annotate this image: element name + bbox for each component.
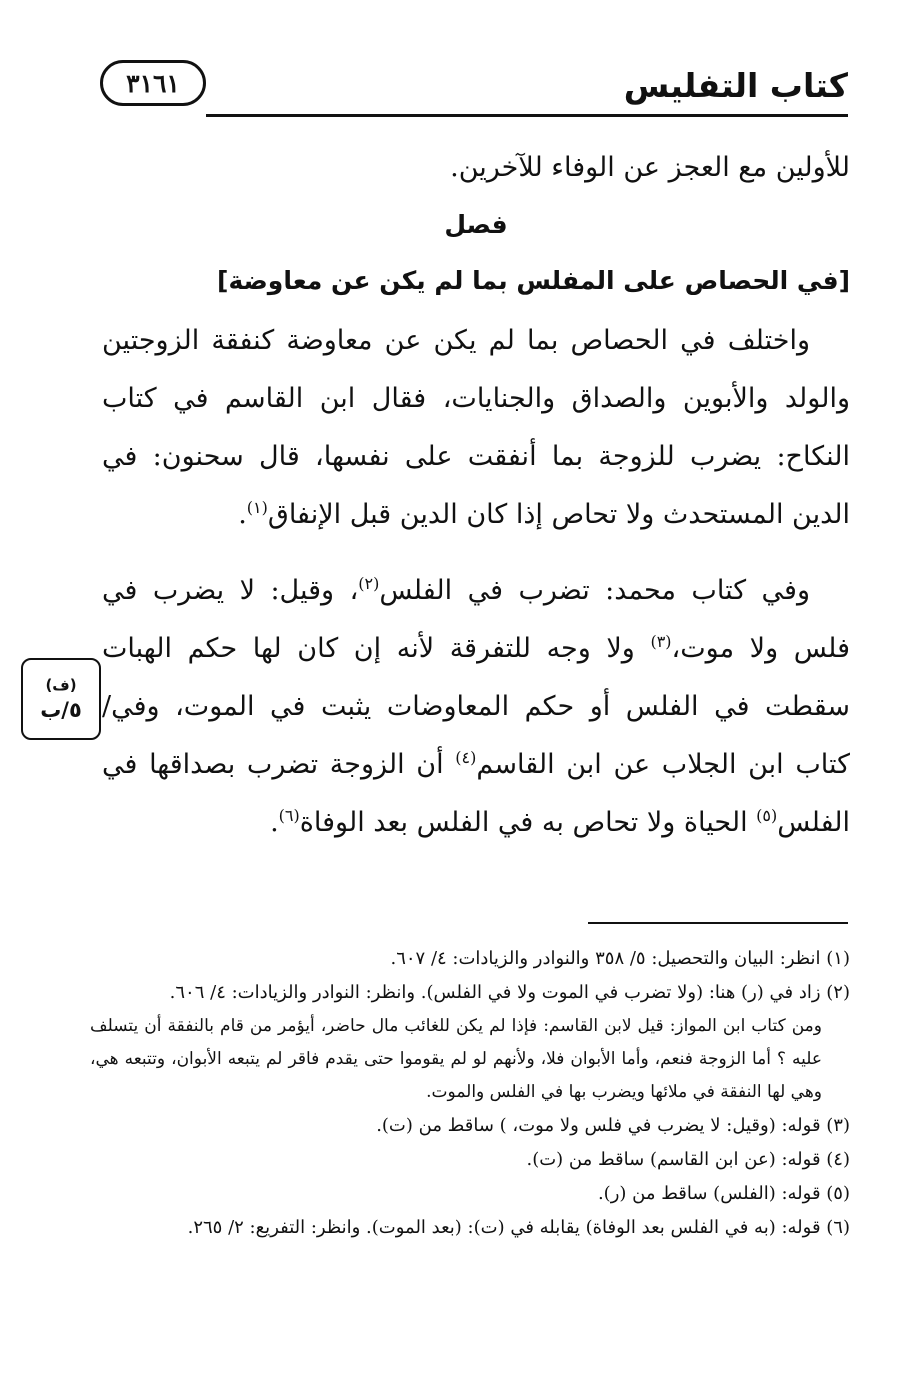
footnotes [90, 942, 850, 1245]
footnote-ref-3: (٣) [650, 632, 672, 651]
continuation-line: للأولين مع العجز عن الوفاء للآخرين. [450, 152, 850, 183]
footnote-2: (٢) زاد في (ر) هنا: (ولا تضرب في الموت ولا في الفلس). وانظر: النوادر والزيادات: ٤/ ٦٠٦. [169, 982, 850, 1003]
folio-note-number: ٥/ب [40, 698, 82, 722]
footnote-ref-6: (٦) [278, 806, 300, 825]
footnote-4: (٤) قوله: (عن ابن القاسم) ساقط من (ت). [526, 1149, 850, 1170]
footnote-ref-1: (١) [246, 498, 268, 517]
manuscript-folio-note [21, 658, 101, 740]
paragraph-2-text-a: وفي كتاب محمد: تضرب في الفلس [379, 575, 810, 606]
paragraph-1-end: . [238, 499, 247, 530]
paragraph-1 [102, 312, 850, 544]
page-number: ٣١٦١ [126, 68, 180, 98]
footnote-2-continuation: ومن كتاب ابن المواز: قيل لابن القاسم: فإذا لم يكن للغائب مال حاضر، أيؤمر من قام بالنفقة أن يتسلف عليه ؟ أما الزوجة فنعم، وأما الأبوان فلا، ولأنهم لو لم يقوموا حتى يقدم فاقر لم يتبعه الأبوان، وتتبعه هي، وهي لها النفقة في ملائها ويضرب بها في الفلس والموت. [90, 1016, 822, 1102]
footnote-6: (٦) قوله: (به في الفلس بعد الوفاة) يقابله في (ت): (بعد الموت). وانظر: التفريع: ٢/ ٢٦٥. [187, 1217, 850, 1238]
section-subheading: [في الحصاص على المفلس بما لم يكن عن معاوضة] [217, 266, 850, 295]
paragraph-2 [102, 562, 850, 852]
paragraph-2-end: . [270, 807, 279, 838]
paragraph-2-text-d: أن الزوجة تضرب بصداقها في الفلس [102, 749, 850, 838]
folio-note-source: (ف) [45, 676, 77, 694]
footnote-3: (٣) قوله: (وقيل: لا يضرب في فلس ولا موت، ) ساقط من (ت). [376, 1115, 850, 1136]
page-header [96, 52, 848, 122]
footnote-1: (١) انظر: البيان والتحصيل: ٥/ ٣٥٨ والنوادر والزيادات: ٤/ ٦٠٧. [390, 948, 850, 969]
footnote-separator [588, 922, 848, 924]
footnote-ref-4: (٤) [455, 748, 477, 767]
paragraph-2-text-c: ولا وجه للتفرقة لأنه إن كان لها حكم الهبات سقطت في الفلس أو حكم المعاوضات يثبت في الموت، وفي/ كتاب ابن الجلاب عن ابن القاسم [102, 633, 850, 780]
section-heading: فصل [444, 210, 508, 239]
book-title: كتاب التفليس [623, 66, 848, 105]
page-number-badge [100, 60, 206, 106]
paragraph-2-text-b: ، وقيل: لا يضرب في فلس ولا موت، [102, 575, 850, 664]
header-rule [206, 114, 848, 117]
paragraph-1-text: واختلف في الحصاص بما لم يكن عن معاوضة كنفقة الزوجتين والولد والأبوين والصداق والجنايات، فقال ابن القاسم في كتاب النكاح: يضرب للزوجة بما أنفقت على نفسها، قال سحنون: في الدين المستحدث ولا تحاص إذا كان الدين قبل الإنفاق [102, 325, 850, 530]
paragraph-2-text-e: الحياة ولا تحاص به في الفلس بعد الوفاة [299, 807, 757, 838]
main-text [102, 140, 850, 852]
footnote-ref-5: (٥) [756, 806, 778, 825]
footnote-5: (٥) قوله: (الفلس) ساقط من (ر). [597, 1183, 850, 1204]
footnote-ref-2: (٢) [358, 574, 380, 593]
